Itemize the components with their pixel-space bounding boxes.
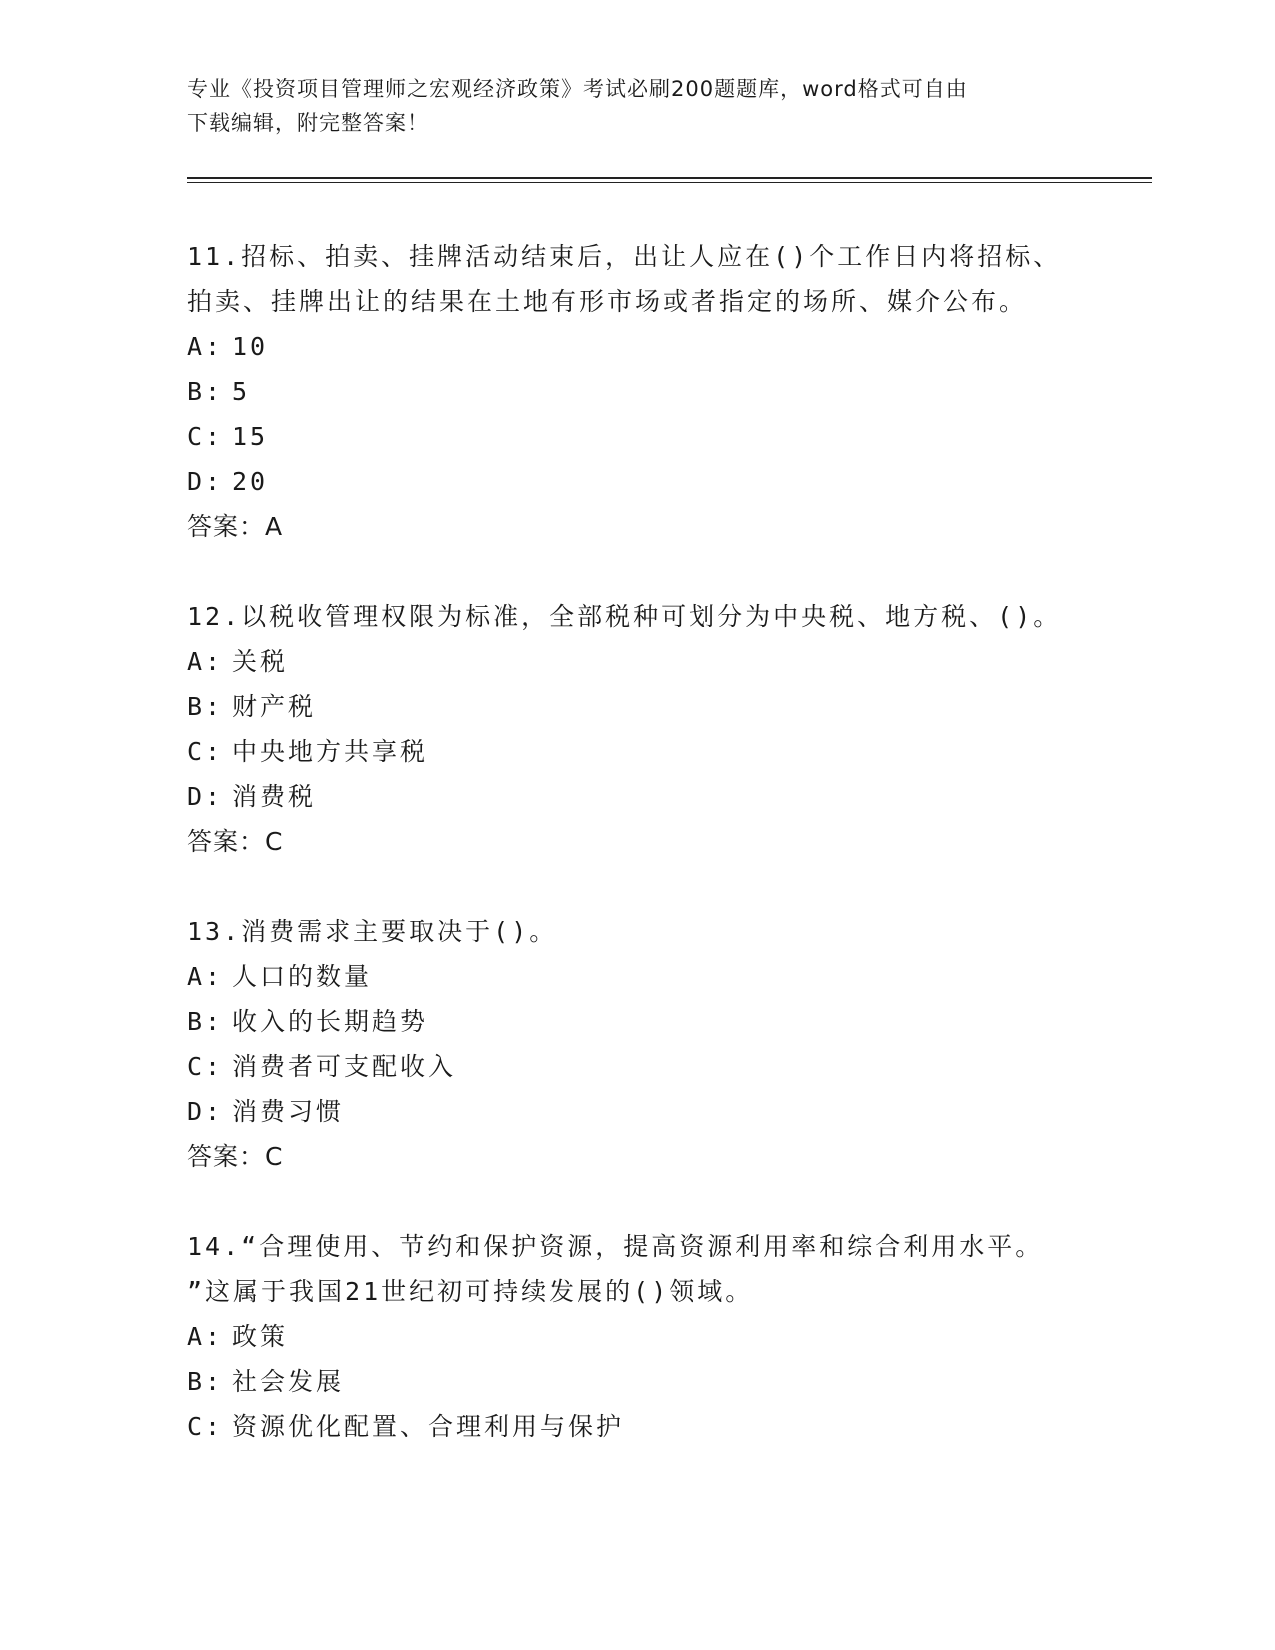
question-stem-line: 拍卖、挂牌出让的结果在土地有形市场或者指定的场所、媒介公布。	[187, 287, 1028, 316]
option-text: 资源优化配置、合理利用与保护	[232, 1412, 625, 1441]
option-letter: A:	[187, 332, 224, 361]
question-13	[187, 909, 1087, 1179]
option-letter: C:	[187, 1052, 224, 1081]
option-letter: B:	[187, 692, 224, 721]
option-c	[187, 729, 1087, 774]
question-stem-line: 14.“合理使用、节约和保护资源，提高资源利用率和综合利用水平。	[187, 1232, 1044, 1261]
option-text: 20	[232, 467, 269, 496]
option-letter: C:	[187, 1412, 224, 1441]
option-letter: B:	[187, 1367, 224, 1396]
option-a	[187, 1314, 1087, 1359]
option-letter: B:	[187, 377, 224, 406]
option-c	[187, 1044, 1087, 1089]
question-14	[187, 1224, 1087, 1449]
question-stem-line: ”这属于我国21世纪初可持续发展的()领域。	[187, 1277, 754, 1306]
option-letter: C:	[187, 737, 224, 766]
option-text: 15	[232, 422, 269, 451]
option-c	[187, 1404, 1087, 1449]
option-a	[187, 954, 1087, 999]
option-text: 10	[232, 332, 269, 361]
option-letter: D:	[187, 782, 224, 811]
option-text: 5	[232, 377, 251, 406]
option-text: 人口的数量	[232, 962, 373, 991]
option-text: 消费税	[232, 782, 317, 811]
answer-line: 答案：A	[187, 512, 284, 541]
option-text: 消费习惯	[232, 1097, 345, 1126]
option-a	[187, 324, 1087, 369]
option-text: 财产税	[232, 692, 317, 721]
option-letter: D:	[187, 1097, 224, 1126]
option-text: 社会发展	[232, 1367, 345, 1396]
document-header	[187, 72, 1087, 140]
option-b	[187, 369, 1087, 414]
option-a	[187, 639, 1087, 684]
option-b	[187, 1359, 1087, 1404]
option-d	[187, 774, 1087, 819]
option-b	[187, 999, 1087, 1044]
option-d	[187, 459, 1087, 504]
option-letter: A:	[187, 647, 224, 676]
option-c	[187, 414, 1087, 459]
header-line-2: 下载编辑，附完整答案！	[187, 111, 429, 135]
option-text: 消费者可支配收入	[232, 1052, 457, 1081]
option-letter: B:	[187, 1007, 224, 1036]
header-divider	[187, 177, 1152, 179]
header-line-1: 专业《投资项目管理师之宏观经济政策》考试必刷200题题库，word格式可自由	[187, 77, 968, 101]
header-divider-thin	[187, 182, 1152, 183]
option-letter: A:	[187, 1322, 224, 1351]
question-stem-line: 13.消费需求主要取决于()。	[187, 917, 558, 946]
question-11	[187, 234, 1087, 549]
option-text: 收入的长期趋势	[232, 1007, 429, 1036]
option-letter: A:	[187, 962, 224, 991]
option-letter: D:	[187, 467, 224, 496]
answer-line: 答案：C	[187, 827, 284, 856]
question-stem-line: 11.招标、拍卖、挂牌活动结束后，出让人应在()个工作日内将招标、	[187, 242, 1062, 271]
answer-line: 答案：C	[187, 1142, 284, 1171]
option-letter: C:	[187, 422, 224, 451]
option-text: 关税	[232, 647, 289, 676]
option-b	[187, 684, 1087, 729]
option-d	[187, 1089, 1087, 1134]
option-text: 中央地方共享税	[232, 737, 429, 766]
question-12	[187, 594, 1087, 864]
question-list	[187, 234, 1087, 1494]
option-text: 政策	[232, 1322, 289, 1351]
question-stem-line: 12.以税收管理权限为标准，全部税种可划分为中央税、地方税、()。	[187, 602, 1062, 631]
